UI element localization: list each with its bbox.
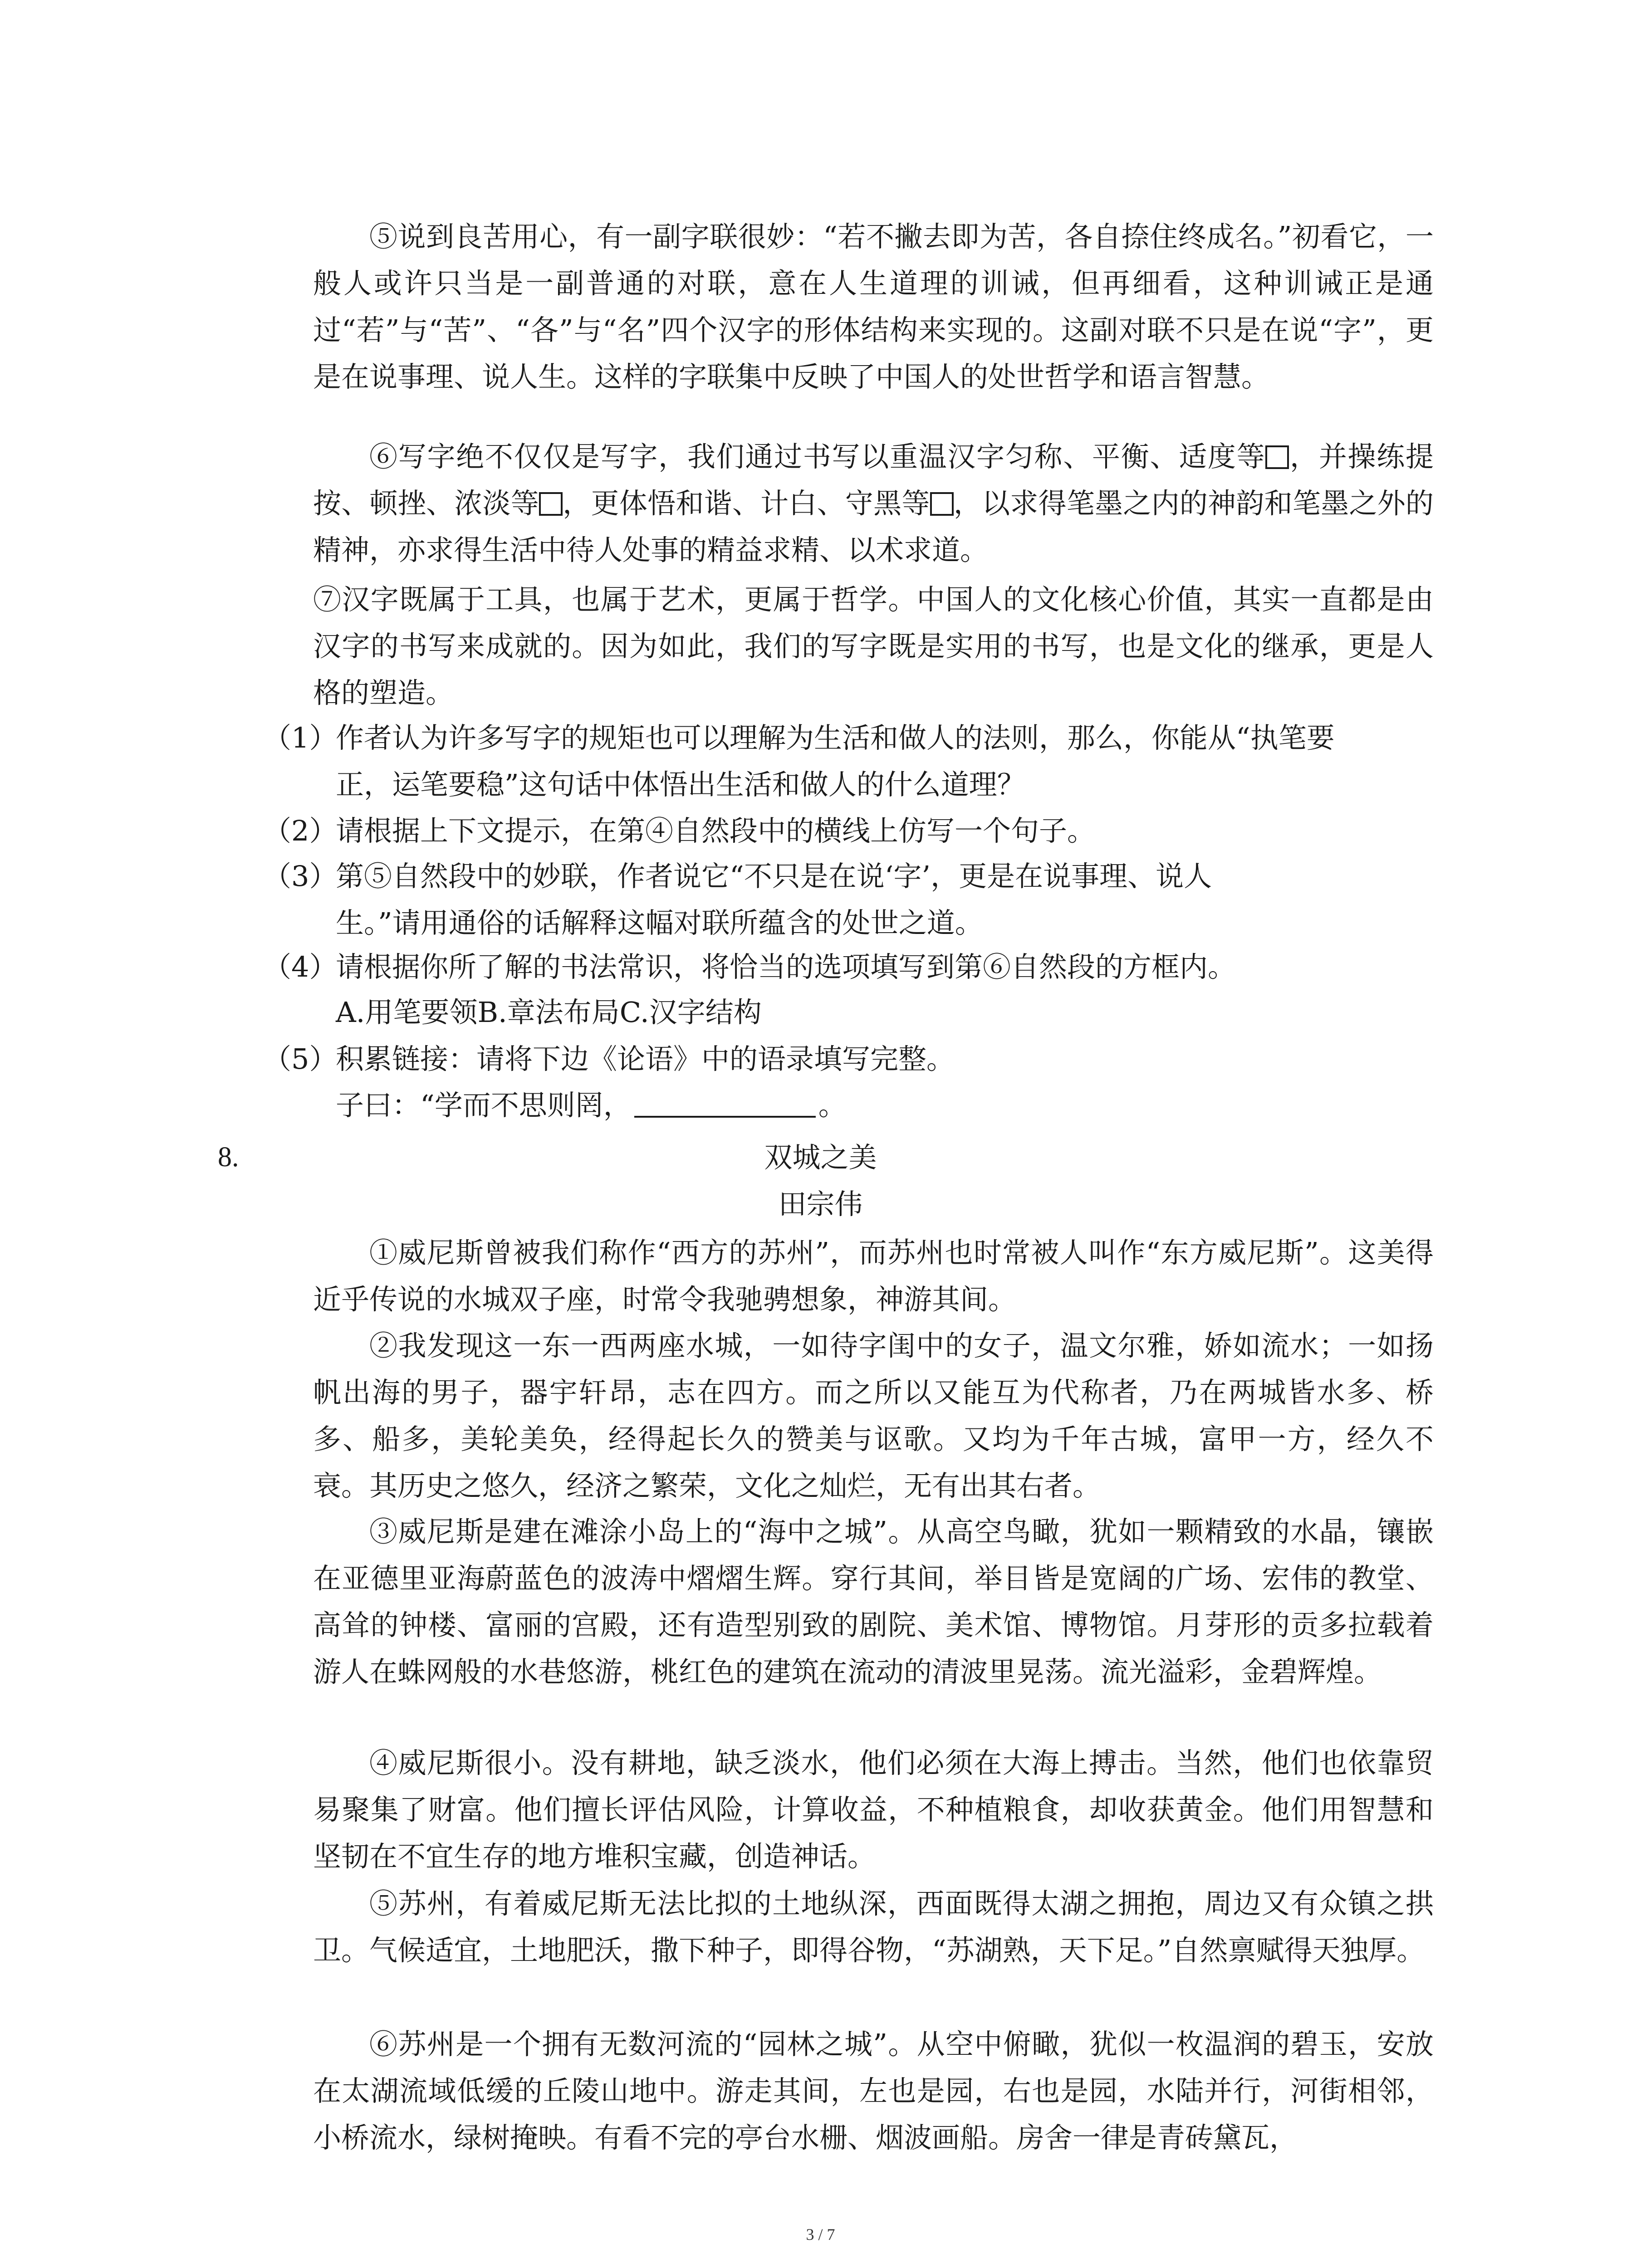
question-8-number: 8. xyxy=(218,1142,239,1173)
question-text: 作者认为许多写字的规矩也可以理解为生活和做人的法则，那么，你能从“执笔要 xyxy=(336,721,1335,754)
paragraph-text: ①威尼斯曾被我们称作“西方的苏州”，而苏州也时常被人叫作“东方威尼斯”。这美得近乎传说的水城双子座，时常令我驰骋想象，神游其间。 xyxy=(313,1236,1434,1316)
question-text: 第⑤自然段中的妙联，作者说它“不只是在说‘字’，更是在说事理、说人 xyxy=(336,860,1212,893)
paragraph-text-segment: ，更体悟和谐、计白、守黑等 xyxy=(563,487,930,520)
question-5 xyxy=(263,1036,1443,1082)
article-author: 田宗伟 xyxy=(778,1188,863,1221)
paragraph-text: ③威尼斯是建在滩涂小岛上的“海中之城”。从高空鸟瞰，犹如一颗精致的水晶，镶嵌在亚德里亚海蔚蓝色的波涛中熠熠生辉。穿行其间，举目皆是宽阔的广场、宏伟的教堂、高耸的钟楼、富丽的宫殿，还有造型别致的剧院、美术馆、博物馆。月芽形的贡多拉载着游人在蛛网般的水巷悠游，桃红色的建筑在流动的清波里晃荡。流光溢彩，金碧辉煌。 xyxy=(313,1515,1434,1688)
question-2 xyxy=(263,807,1443,854)
question-number: （4） xyxy=(263,950,338,983)
paragraph-text: ⑦汉字既属于工具，也属于艺术，更属于哲学。中国人的文化核心价值，其实一直都是由汉字的书写来成就的。因为如此，我们的写字既是实用的书写，也是文化的继承，更是人格的塑造。 xyxy=(313,583,1434,709)
paragraph-text-segment: ，并操练提按、顿挫、浓淡等 xyxy=(313,440,1434,520)
quote-start: 子曰：“学而不思则罔， xyxy=(336,1089,632,1122)
essay-paragraph-5 xyxy=(313,213,1434,400)
answer-box[interactable] xyxy=(539,492,563,516)
question-3 xyxy=(263,853,1443,946)
page-number: 3 / 7 xyxy=(806,2225,835,2244)
question-text: 积累链接：请将下边《论语》中的语录填写完整。 xyxy=(336,1042,955,1075)
question-number: （3） xyxy=(263,860,338,893)
answer-box[interactable] xyxy=(1265,445,1289,469)
paragraph-text-segment: ⑥写字绝不仅仅是写字，我们通过书写以重温汉字匀称、平衡、适度等 xyxy=(369,440,1266,473)
answer-blank[interactable] xyxy=(634,1090,816,1118)
question-4-options: A.用笔要领B.章法布局C.汉字结构 xyxy=(336,996,762,1029)
paragraph-text: ⑤苏州，有着威尼斯无法比拟的土地纵深，西面既得太湖之拥抱，周边又有众镇之拱卫。气候适宜，土地肥沃，撒下种子，即得谷物，“苏湖熟，天下足。”自然禀赋得天独厚。 xyxy=(313,1887,1434,1967)
paragraph-text: ⑥苏州是一个拥有无数河流的“园林之城”。从空中俯瞰，犹似一枚温润的碧玉，安放在太湖流域低缓的丘陵山地中。游走其间，左也是园，右也是园，水陆并行，河街相邻，小桥流水，绿树掩映。有看不完的亭台水栅、烟波画船。房舍一律是青砖黛瓦， xyxy=(313,2028,1434,2154)
article-paragraph-4 xyxy=(313,1740,1434,1880)
question-text-continued: 正，运笔要稳”这句话中体悟出生活和做人的什么道理？ xyxy=(336,768,1025,801)
paragraph-text-segment: ，以求得笔墨之内的神韵和笔墨之外的精神，亦求得生活中待人处事的精益求精、以术求道。 xyxy=(313,487,1434,567)
paragraph-text: ④威尼斯很小。没有耕地，缺乏淡水，他们必须在大海上搏击。当然，他们也依靠贸易聚集了财富。他们擅长评估风险，计算收益，不种植粮食，却收获黄金。他们用智慧和坚韧在不宜生存的地方堆积宝藏，创造神话。 xyxy=(313,1746,1434,1873)
question-1 xyxy=(263,714,1443,808)
question-text: 请根据上下文提示，在第④自然段中的横线上仿写一个句子。 xyxy=(336,814,1096,847)
question-text-continued: 生。”请用通俗的话解释这幅对联所蕴含的处世之道。 xyxy=(336,906,983,939)
essay-paragraph-7 xyxy=(313,576,1434,716)
paragraph-text xyxy=(313,433,1434,573)
paragraph-text: ②我发现这一东一西两座水城，一如待字闺中的女子，温文尔雅，娇如流水；一如扬帆出海的男子，器宇轩昂，志在四方。而之所以又能互为代称者，乃在两城皆水多、桥多、船多，美轮美奂，经得起长久的赞美与讴歌。又均为千年古城，富甲一方，经久不衰。其历史之悠久，经济之繁荣，文化之灿烂，无有出其右者。 xyxy=(313,1329,1434,1502)
quote-end: 。 xyxy=(818,1089,847,1122)
question-5-quote xyxy=(336,1082,1425,1129)
article-paragraph-5 xyxy=(313,1880,1434,1974)
question-number: （5） xyxy=(263,1042,338,1075)
article-paragraph-2 xyxy=(313,1322,1434,1509)
paragraph-text: ⑤说到良苦用心，有一副字联很妙：“若不撇去即为苦，各自捺住终成名。”初看它，一般人或许只当是一副普通的对联，意在人生道理的训诫，但再细看，这种训诫正是通过“若”与“苦”、“各”与“名”四个汉字的形体结构来实现的。这副对联不只是在说“字”，更是在说事理、说人生。这样的字联集中反映了中国人的处世哲学和语言智慧。 xyxy=(313,220,1434,393)
answer-box[interactable] xyxy=(930,492,954,516)
article-paragraph-3 xyxy=(313,1508,1434,1695)
article-paragraph-6 xyxy=(313,2021,1434,2161)
question-number: （2） xyxy=(263,814,338,847)
article-title: 双城之美 xyxy=(764,1141,877,1174)
question-number: （1） xyxy=(263,721,338,754)
essay-paragraph-6 xyxy=(313,433,1434,573)
question-4 xyxy=(263,943,1443,990)
article-paragraph-1 xyxy=(313,1229,1434,1323)
question-text: 请根据你所了解的书法常识，将恰当的选项填写到第⑥自然段的方框内。 xyxy=(336,950,1236,983)
